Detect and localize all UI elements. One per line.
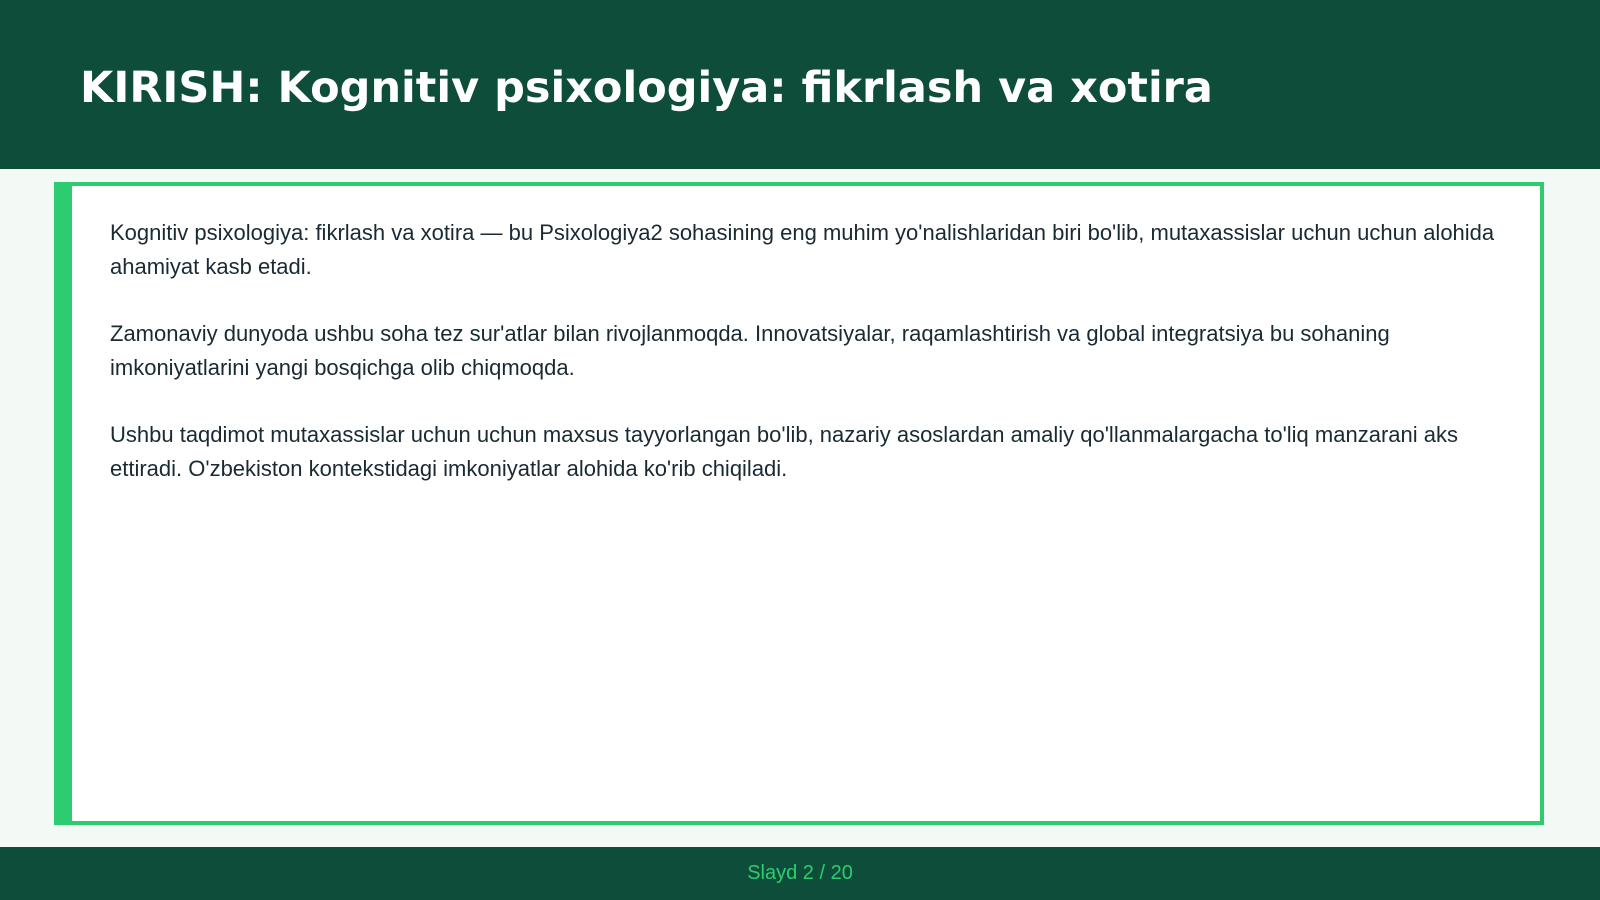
- slide-footer: [0, 847, 1600, 900]
- slide-counter: Slayd 2 / 20: [747, 862, 853, 884]
- slide-header: [0, 0, 1600, 169]
- paragraph-modern-world: Zamonaviy dunyoda ushbu soha tez sur'atlar bilan rivojlanmoqda. Innovatsiyalar, raqamlashtirish va global integratsiya bu sohaning imkoniyatlarini yangi bosqichga olib chiqmoqda.: [110, 321, 1390, 380]
- paragraph-intro: Kognitiv psixologiya: fikrlash va xotira — bu Psixologiya2 sohasining eng muhim yo'nalishlaridan biri bo'lib, mutaxassislar uchun uchun alohida ahamiyat kasb etadi.: [110, 220, 1495, 279]
- content-body: [110, 216, 1500, 519]
- slide-title: KIRISH: Kognitiv psixologiya: fikrlash va xotira: [80, 63, 1213, 113]
- content-card: [54, 182, 1544, 825]
- paragraph-presentation-scope: Ushbu taqdimot mutaxassislar uchun uchun maxsus tayyorlangan bo'lib, nazariy asoslardan amaliy qo'llanmalargacha to'liq manzarani aks ettiradi. O'zbekiston kontekstidagi imkoniyatlar alohida ko'rib chiqiladi.: [110, 422, 1458, 481]
